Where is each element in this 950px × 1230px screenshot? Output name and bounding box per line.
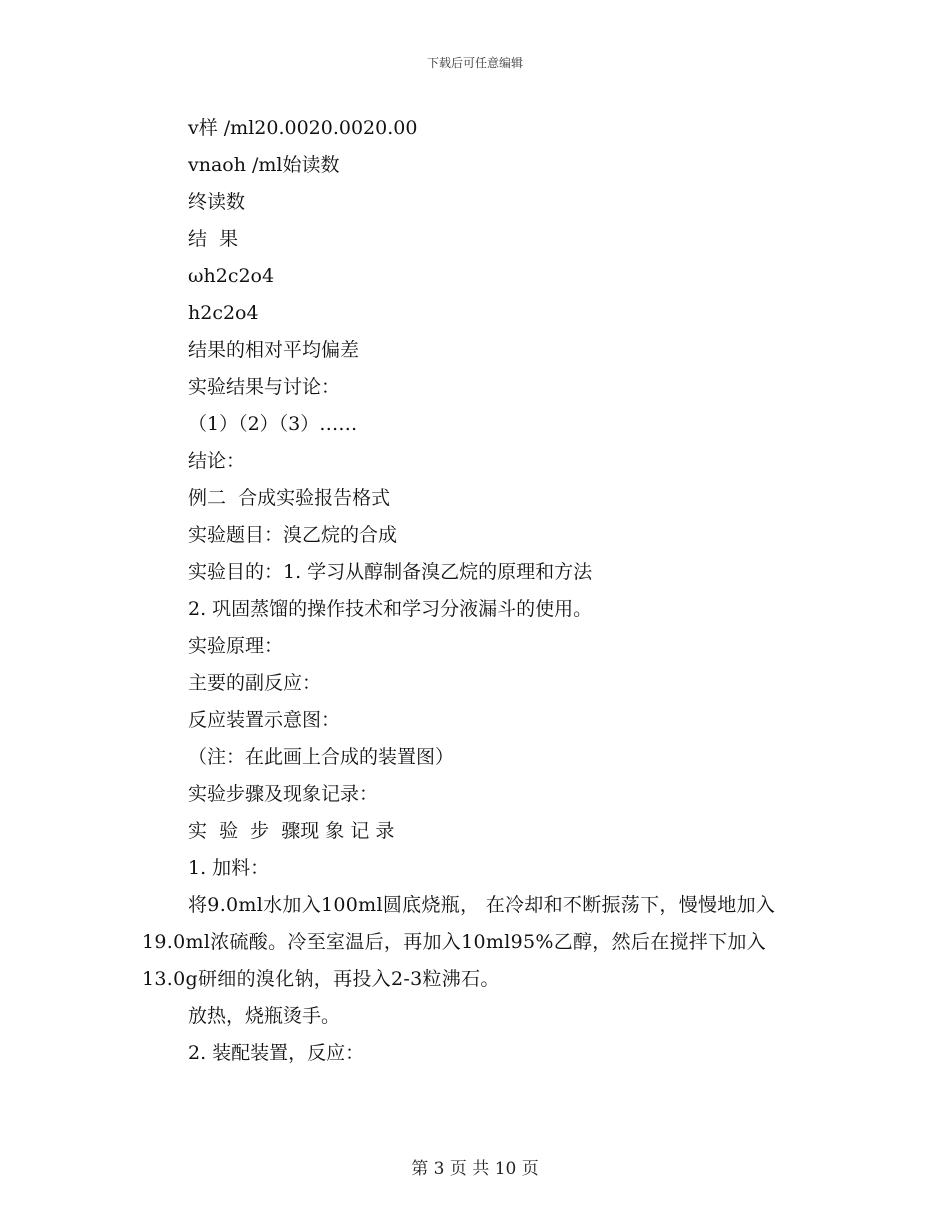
text-line: 终读数 bbox=[188, 191, 246, 213]
text-line: ωh2c2o4 bbox=[188, 265, 275, 287]
text-line: 放热，烧瓶烫手。 bbox=[188, 1005, 341, 1027]
text-line: 实验目的：1. 学习从醇制备溴乙烷的原理和方法 bbox=[188, 561, 593, 583]
text-line: v样 /ml20.0020.0020.00 bbox=[188, 117, 418, 139]
text-line: 实验题目：溴乙烷的合成 bbox=[188, 524, 398, 546]
text-line: 2. 装配装置，反应： bbox=[188, 1042, 365, 1064]
text-line: 反应装置示意图： bbox=[188, 709, 341, 731]
text-line: 1. 加料： bbox=[188, 857, 270, 879]
text-line: 实验步骤及现象记录： bbox=[188, 783, 379, 805]
text-line: 结论： bbox=[188, 450, 246, 472]
text-line: 2. 巩固蒸馏的操作技术和学习分液漏斗的使用。 bbox=[188, 598, 593, 620]
document-body bbox=[142, 110, 810, 1072]
text-line: 结 果 bbox=[188, 228, 239, 250]
page-header: 下载后可任意编辑 bbox=[426, 56, 523, 70]
section-heading: 例二 合成实验报告格式 bbox=[188, 487, 391, 509]
text-line: 实验结果与讨论： bbox=[188, 376, 341, 398]
text-line: 结果的相对平均偏差 bbox=[188, 339, 360, 361]
text-line: （注：在此画上合成的装置图） bbox=[188, 746, 455, 768]
text-line: （1）（2）（3）…… bbox=[188, 413, 358, 435]
table-header-line: 实 验 步 骤现 象 记 录 bbox=[188, 820, 395, 842]
procedure-paragraph: 将9.0ml水加入100ml圆底烧瓶， 在冷却和不断振荡下，慢慢地加入19.0ml浓硫酸。冷至室温后，再加入10ml95%乙醇，然后在搅拌下加入13.0g研细的溴化钠，再投入2-3粒沸石。 bbox=[142, 894, 776, 990]
text-line: 主要的副反应： bbox=[188, 672, 322, 694]
text-line: 实验原理： bbox=[188, 635, 284, 657]
text-line: h2c2o4 bbox=[188, 302, 259, 324]
text-line: vnaoh /ml始读数 bbox=[188, 154, 340, 176]
page-footer: 第 3 页 共 10 页 bbox=[411, 1159, 539, 1179]
